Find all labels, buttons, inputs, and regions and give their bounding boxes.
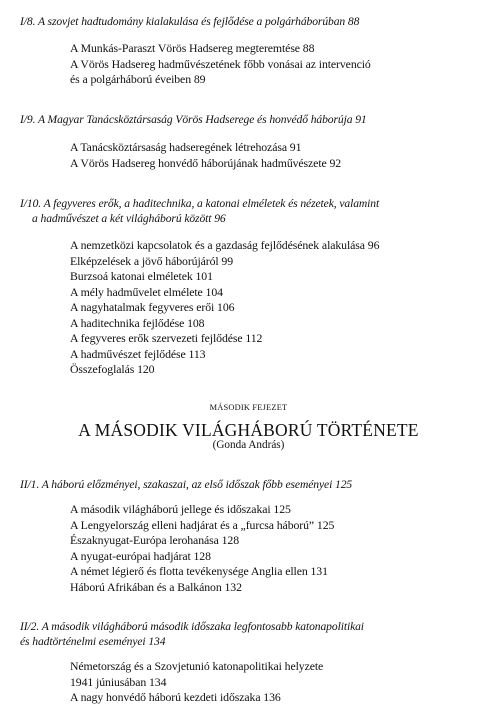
heading-text: I/10. A fegyveres erők, a haditechnika, a katonai elméletek és nézetek, valamint	[20, 197, 380, 210]
section-entries-ii2	[70, 659, 482, 706]
toc-entry: Németország és a Szovjetunió katonapolitikai helyzete	[70, 659, 324, 673]
section-entries-i10	[70, 238, 482, 378]
toc-entry: A Lengyelország elleni hadjárat és a „furcsa háború” 125	[70, 517, 335, 532]
section-heading-i9	[20, 112, 482, 127]
toc-entry: A második világháború jellege és időszakai 125	[70, 502, 291, 516]
toc-entry: Elképzelések a jövő háborújáról 99	[70, 253, 234, 268]
toc-entry: A német légierő és flotta tevékenysége Anglia ellen 131	[70, 564, 328, 578]
toc-entry: A mély hadművelet elmélete 104	[70, 284, 223, 299]
toc-entry: A nagyhatalmak fegyveres erői 106	[70, 300, 235, 314]
toc-entry: A Tanácsköztársaság hadseregének létrehozása 91	[70, 140, 302, 154]
toc-entry: Burzsoá katonai elméletek 101	[70, 269, 213, 283]
heading-text: I/8. A szovjet hadtudomány kialakulása és fejlődése a polgárháborúban 88	[20, 15, 360, 28]
toc-entry: A nemzetközi kapcsolatok és a gazdaság fejlődésének alakulása 96	[70, 238, 380, 252]
toc-entry: A nagy honvédő háború kezdeti időszaka 136	[70, 690, 281, 704]
toc-entry: 1941 júniusában 134	[70, 674, 167, 689]
heading-text: II/2. A második világháború második időszaka legfontosabb katonapolitikai	[20, 620, 364, 633]
heading-text: a hadművészet a két világháború között 96	[32, 212, 226, 225]
heading-text: II/1. A háború előzményei, szakaszai, az első időszak főbb eseményei 125	[20, 478, 353, 491]
section-heading-i10	[20, 196, 482, 226]
toc-entry: és a polgárháború éveiben 89	[70, 72, 206, 86]
toc-entry: Összefoglalás 120	[70, 362, 155, 376]
toc-entry: A fegyveres erők szervezeti fejlődése 112	[70, 331, 263, 345]
section-heading-ii2	[20, 619, 482, 649]
chapter-author: (Gonda András)	[212, 439, 285, 451]
section-entries-ii1	[70, 502, 482, 595]
chapter-kicker: MÁSODIK FEJEZET	[209, 403, 288, 412]
toc-entry: A Munkás-Paraszt Vörös Hadsereg megteremtése 88	[70, 41, 315, 55]
heading-text: I/9. A Magyar Tanácsköztársaság Vörös Hadserege és honvédő háborúja 91	[20, 113, 367, 126]
section-entries-i9	[70, 140, 482, 171]
heading-text: és hadtörténelmi eseményei 134	[20, 635, 166, 648]
chapter-title: A MÁSODIK VILÁGHÁBORÚ TÖRTÉNETE	[78, 420, 419, 440]
section-entries-i8	[70, 41, 482, 88]
toc-entry: A hadművészet fejlődése 113	[70, 346, 206, 361]
toc-entry: A Vörös Hadsereg hadművészetének főbb vonásai az intervenció	[70, 56, 371, 71]
section-heading-i8	[20, 14, 482, 29]
toc-entry: A haditechnika fejlődése 108	[70, 315, 205, 330]
toc-entry: Északnyugat-Európa lerohanása 128	[70, 533, 239, 547]
toc-entry: A nyugat-európai hadjárat 128	[70, 548, 211, 563]
toc-entry: A Vörös Hadsereg honvédő háborújának hadművészete 92	[70, 155, 342, 170]
section-heading-ii1	[20, 477, 482, 492]
toc-entry: Háború Afrikában és a Balkánon 132	[70, 579, 242, 594]
